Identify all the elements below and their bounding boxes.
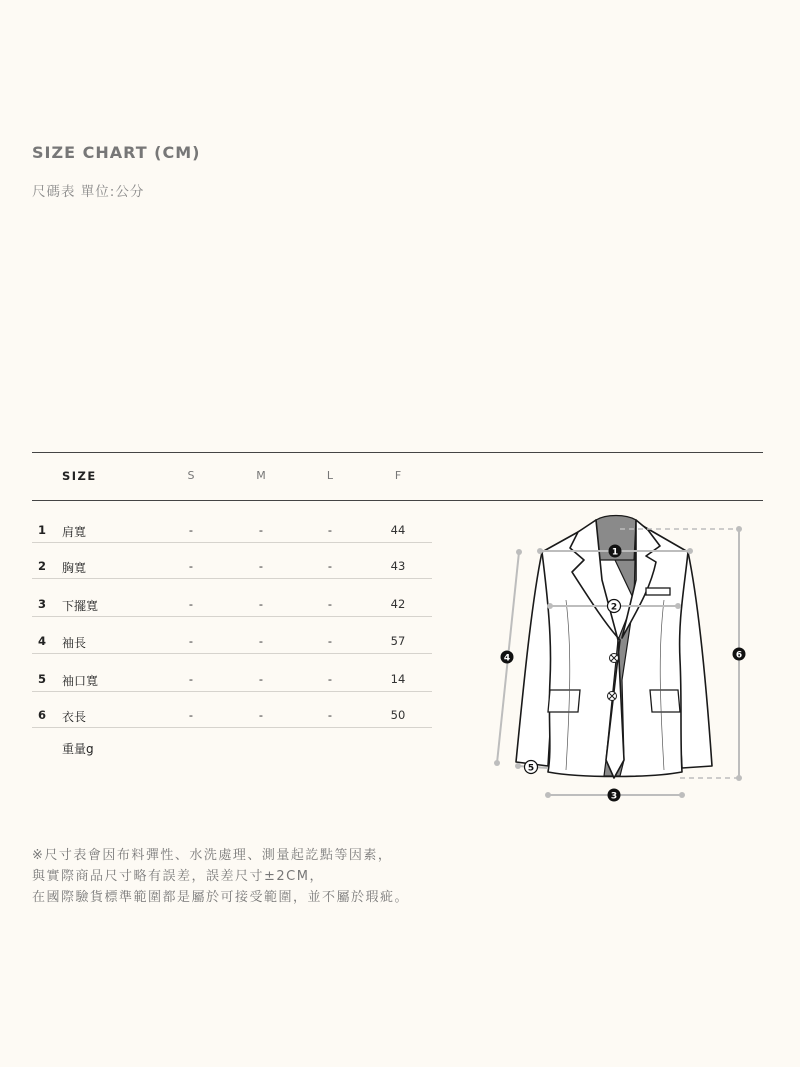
size-column-header: SIZE — [62, 469, 97, 483]
cell-f: 50 — [390, 708, 406, 722]
weight-label: 重量g — [62, 742, 94, 756]
page-subtitle: 尺碼表 單位:公分 — [32, 184, 145, 200]
row-number: 3 — [38, 597, 47, 611]
row-number: 6 — [38, 708, 47, 722]
measurement-name: 衣長 — [62, 710, 87, 724]
cell-l: - — [327, 597, 333, 611]
marker-3 — [608, 789, 621, 802]
size-header-s: S — [187, 469, 195, 482]
cell-m: - — [258, 559, 264, 573]
size-disclaimer — [32, 845, 409, 908]
row-number: 2 — [38, 559, 47, 573]
row-number: 4 — [38, 634, 47, 648]
cell-f: 42 — [390, 597, 406, 611]
chest-pocket — [646, 588, 670, 595]
measurement-name: 胸寬 — [62, 561, 87, 575]
marker-5 — [525, 761, 538, 774]
cell-l: - — [327, 559, 333, 573]
cell-m: - — [258, 597, 264, 611]
marker-2 — [608, 600, 621, 613]
size-header-f: F — [394, 469, 402, 482]
marker-4-label: 4 — [503, 653, 511, 664]
left-pocket-flap — [548, 690, 580, 712]
page-title: SIZE CHART (CM) — [32, 143, 201, 162]
cell-s: - — [188, 559, 194, 573]
measurement-name: 肩寬 — [62, 525, 87, 539]
marker-6 — [733, 648, 746, 661]
cell-l: - — [327, 708, 333, 722]
marker-1-label: 1 — [611, 547, 619, 558]
measurement-name: 下擺寬 — [62, 599, 99, 613]
cell-l: - — [327, 634, 333, 648]
cell-m: - — [258, 634, 264, 648]
cell-l: - — [327, 672, 333, 686]
cell-f: 43 — [390, 559, 406, 573]
row-number: 1 — [38, 523, 47, 537]
cell-m: - — [258, 672, 264, 686]
disclaimer-line: ※尺寸表會因布料彈性、水洗處理、測量起訖點等因素， — [32, 848, 393, 863]
disclaimer-line: 與實際商品尺寸略有誤差，誤差尺寸±2CM， — [32, 869, 324, 884]
measurement-name: 袖口寬 — [62, 674, 99, 688]
marker-6-label: 6 — [735, 650, 743, 661]
cell-s: - — [188, 523, 194, 537]
size-header-l: L — [326, 469, 334, 482]
marker-5-label: 5 — [527, 763, 535, 774]
row-number: 5 — [38, 672, 47, 686]
cell-s: - — [188, 597, 194, 611]
measurement-name: 袖長 — [62, 636, 87, 650]
cell-s: - — [188, 634, 194, 648]
marker-3-label: 3 — [610, 791, 618, 802]
marker-4 — [501, 651, 514, 664]
disclaimer-line: 在國際驗貨標準範圍都是屬於可接受範圍，並不屬於瑕疵。 — [32, 890, 410, 905]
right-pocket-flap — [650, 690, 680, 712]
size-header-m: M — [256, 469, 266, 482]
cell-s: - — [188, 708, 194, 722]
cell-m: - — [258, 708, 264, 722]
cell-s: - — [188, 672, 194, 686]
cell-l: - — [327, 523, 333, 537]
marker-2-label: 2 — [610, 602, 618, 613]
cell-f: 57 — [390, 634, 406, 648]
cell-f: 44 — [390, 523, 406, 537]
marker-1 — [609, 545, 622, 558]
cell-f: 14 — [390, 672, 406, 686]
cell-m: - — [258, 523, 264, 537]
